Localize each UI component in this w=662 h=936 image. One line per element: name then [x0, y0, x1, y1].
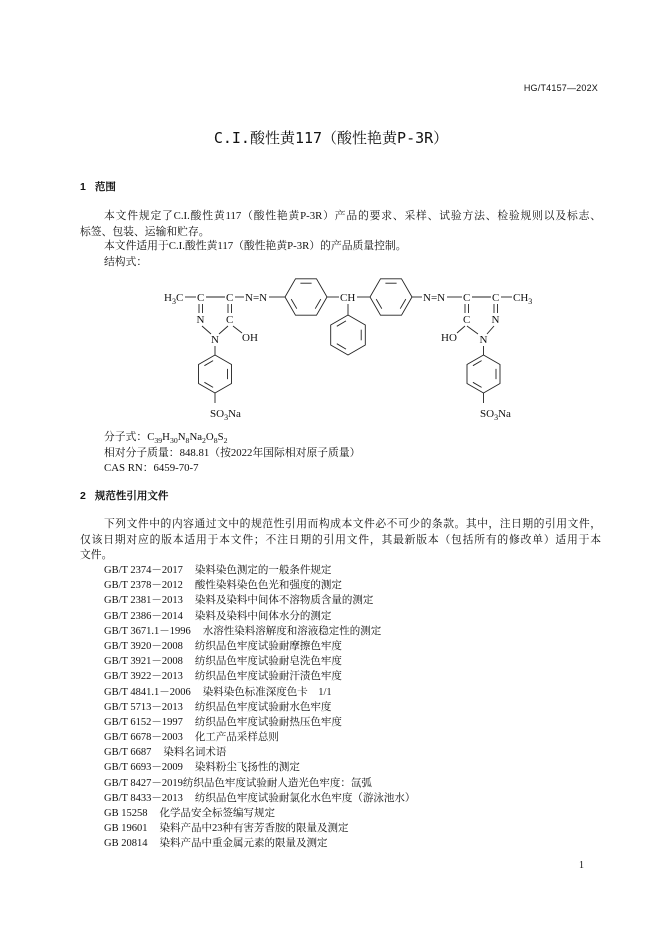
reference-code: GB/T 3920－2008 — [104, 640, 183, 652]
benzene-ring-right-double-bond — [400, 299, 406, 309]
section-title: 规范性引用文件 — [94, 490, 169, 502]
section-2-heading — [80, 488, 168, 504]
references-intro-line: 文件。 — [80, 549, 113, 561]
left-methyl-label: $H_3C$ — [164, 292, 184, 306]
reference-item — [104, 821, 604, 836]
left-carbon-label: C — [226, 292, 234, 304]
reference-item — [104, 836, 604, 851]
reference-title: 染料及染料中间体水分的测定 — [194, 610, 332, 622]
methine-label: CH — [340, 292, 356, 304]
reference-code: GB/T 8433－2013 — [104, 792, 183, 804]
bond — [202, 326, 211, 334]
molecular-formula-line — [104, 429, 228, 445]
reference-code: GB/T 6693－2009 — [104, 762, 183, 774]
sulfophenyl-ring-left-double-bond — [204, 361, 213, 366]
structural-formula-diagram — [150, 268, 570, 428]
right-ring-nitrogen-label: N — [491, 314, 500, 326]
reference-item — [104, 593, 604, 608]
reference-code: GB 19601 — [104, 823, 148, 835]
left-ring-nitrogen-label: N — [211, 334, 219, 346]
sulfophenyl-ring-left-double-bond — [204, 382, 213, 387]
reference-title: 纺织品色牢度试验耐氯化水色牢度（游泳池水） — [194, 792, 416, 804]
reference-title: 纺织品色牢度试验耐水色牢度 — [194, 701, 332, 713]
reference-item — [104, 760, 604, 775]
bond — [233, 326, 242, 333]
reference-title: 酸性染料染色色光和强度的测定 — [194, 580, 342, 592]
left-hydroxyl-label: OH — [242, 332, 258, 344]
right-ring-nitrogen-label: N — [479, 334, 488, 346]
reference-title: 染料粉尘飞扬性的测定 — [194, 762, 300, 774]
reference-code: GB/T 5713－2013 — [104, 701, 183, 713]
benzene-ring-left-double-bond — [315, 299, 321, 309]
reference-item — [104, 700, 604, 715]
reference-code: GB/T 6687 — [104, 747, 152, 759]
reference-code: GB/T 8427－2019 — [104, 777, 183, 789]
sulfophenyl-ring-right — [467, 355, 500, 393]
reference-code: GB/T 3921－2008 — [104, 656, 183, 668]
reference-item — [104, 654, 604, 669]
document-title: C.I.酸性黄117（酸性艳黄P-3R） — [213, 129, 449, 147]
reference-title: 纺织品色牢度试验耐汗渍色牢度 — [194, 671, 342, 683]
sulfophenyl-ring-left — [199, 355, 232, 393]
reference-code: GB/T 6152－1997 — [104, 716, 183, 728]
right-ring-carbon-label: C — [463, 314, 471, 326]
section-1-heading — [80, 179, 116, 195]
structure-caption: 结构式： — [104, 256, 148, 268]
right-azo-label: N=N — [423, 292, 446, 304]
benzene-ring-right — [370, 279, 412, 315]
reference-code: GB/T 2386－2014 — [104, 610, 183, 622]
left-carbon-label: C — [197, 292, 205, 304]
left-ring-carbon-label: C — [226, 314, 234, 326]
reference-item — [104, 563, 604, 578]
phenyl-ring-center-double-bond — [337, 321, 346, 326]
formula-label: 分子式： — [104, 431, 148, 443]
benzene-ring-left-double-bond — [291, 299, 297, 309]
section-title: 范围 — [94, 181, 116, 193]
reference-item — [104, 745, 604, 760]
molecular-mass: 848.81（按2022年国际相对原子质量） — [179, 447, 361, 459]
mass-label: 相对分子质量： — [104, 447, 180, 459]
right-carbon-label: C — [463, 292, 471, 304]
reference-item — [104, 669, 604, 684]
reference-item — [104, 624, 604, 639]
cas-label: CAS RN： — [104, 462, 154, 474]
reference-title: 染料染色标准深度色卡 1/1 — [202, 686, 332, 698]
reference-code: GB/T 3671.1－1996 — [104, 625, 191, 637]
left-sulfonate-label: $SO_3Na$ — [210, 408, 241, 422]
sulfophenyl-ring-right-double-bond — [473, 361, 482, 366]
phenyl-ring-center — [331, 315, 366, 355]
scope-paragraph-line: 本文件规定了C.I.酸性黄117（酸性艳黄P-3R）产品的要求、采样、试验方法、检验规则以及标志、 — [104, 210, 601, 222]
sulfophenyl-ring-right-double-bond — [473, 382, 482, 387]
reference-item — [104, 578, 604, 593]
reference-title: 纺织品色牢度试验耐人造光色牢度：氙弧 — [182, 777, 372, 789]
benzene-ring-right-double-bond — [376, 299, 382, 309]
reference-title: 水溶性染料溶解度和溶液稳定性的测定 — [202, 625, 382, 637]
bond — [219, 326, 228, 334]
document-code-header: HG/T4157—202X — [523, 83, 598, 93]
reference-title: 化学品安全标签编写规定 — [159, 808, 275, 819]
molecular-formula: $C_{39}H_{30}N_8Na_2O_8S_2$ — [147, 431, 228, 446]
cas-number-line — [104, 460, 198, 476]
benzene-ring-left — [285, 279, 327, 315]
applicability-paragraph: 本文件适用于C.I.酸性黄117（酸性艳黄P-3R）的产品质量控制。 — [104, 240, 407, 252]
reference-code: GB/T 2374－2017 — [104, 565, 183, 576]
references-intro-line: 仅该日期对应的版本适用于本文件；不注日期的引用文件，其最新版本（包括所有的修改单）适用于本 — [80, 534, 601, 546]
reference-title: 染料名词术语 — [163, 747, 227, 759]
reference-code: GB/T 2378－2012 — [104, 580, 183, 592]
right-methyl-label: $CH_3$ — [513, 292, 533, 306]
reference-code: GB/T 3922－2013 — [104, 671, 183, 683]
reference-item — [104, 730, 604, 745]
reference-title: 染料产品中重金属元素的限量及测定 — [159, 838, 328, 850]
reference-item — [104, 639, 604, 654]
phenyl-ring-center-double-bond — [337, 344, 346, 349]
reference-title: 纺织品色牢度试验耐皂洗色牢度 — [194, 656, 342, 668]
reference-item — [104, 609, 604, 624]
references-intro-line: 下列文件中的内容通过文中的规范性引用而构成本文件必不可少的条款。其中，注日期的引用文件， — [104, 518, 601, 530]
page-number: 1 — [579, 860, 584, 871]
reference-code: GB/T 4841.1－2006 — [104, 686, 191, 698]
reference-title: 染料产品中23种有害芳香胺的限量及测定 — [159, 823, 349, 835]
right-hydroxyl-label: HO — [441, 332, 457, 344]
bond — [467, 326, 478, 334]
right-carbon-label: C — [492, 292, 500, 304]
section-number: 2 — [80, 490, 86, 502]
reference-title: 染料及染料中间体不溶物质含量的测定 — [194, 595, 374, 607]
reference-code: GB 15258 — [104, 808, 148, 819]
section-number: 1 — [80, 181, 86, 193]
reference-title: 纺织品色牢度试验耐热压色牢度 — [194, 716, 342, 728]
molecular-mass-line — [104, 445, 360, 461]
cas-number: 6459-70-7 — [153, 462, 199, 474]
reference-code: GB/T 6678－2003 — [104, 732, 183, 744]
scope-paragraph-line: 标签、包装、运输和贮存。 — [80, 226, 210, 238]
bond — [457, 326, 465, 333]
left-azo-label: N=N — [245, 292, 268, 304]
reference-item — [104, 715, 604, 730]
right-sulfonate-label: $SO_3Na$ — [480, 408, 511, 422]
reference-item — [104, 776, 604, 791]
reference-title: 纺织品色牢度试验耐摩擦色牢度 — [194, 640, 342, 652]
bond — [487, 326, 494, 334]
reference-item — [104, 791, 604, 806]
reference-title: 染料染色测定的一般条件规定 — [194, 565, 332, 576]
reference-item — [104, 685, 604, 700]
left-ring-nitrogen-label: N — [196, 314, 205, 326]
reference-item — [104, 806, 604, 821]
reference-title: 化工产品采样总则 — [194, 732, 279, 744]
reference-code: GB 20814 — [104, 838, 148, 850]
normative-references-list — [104, 563, 604, 852]
reference-code: GB/T 2381－2013 — [104, 595, 183, 607]
